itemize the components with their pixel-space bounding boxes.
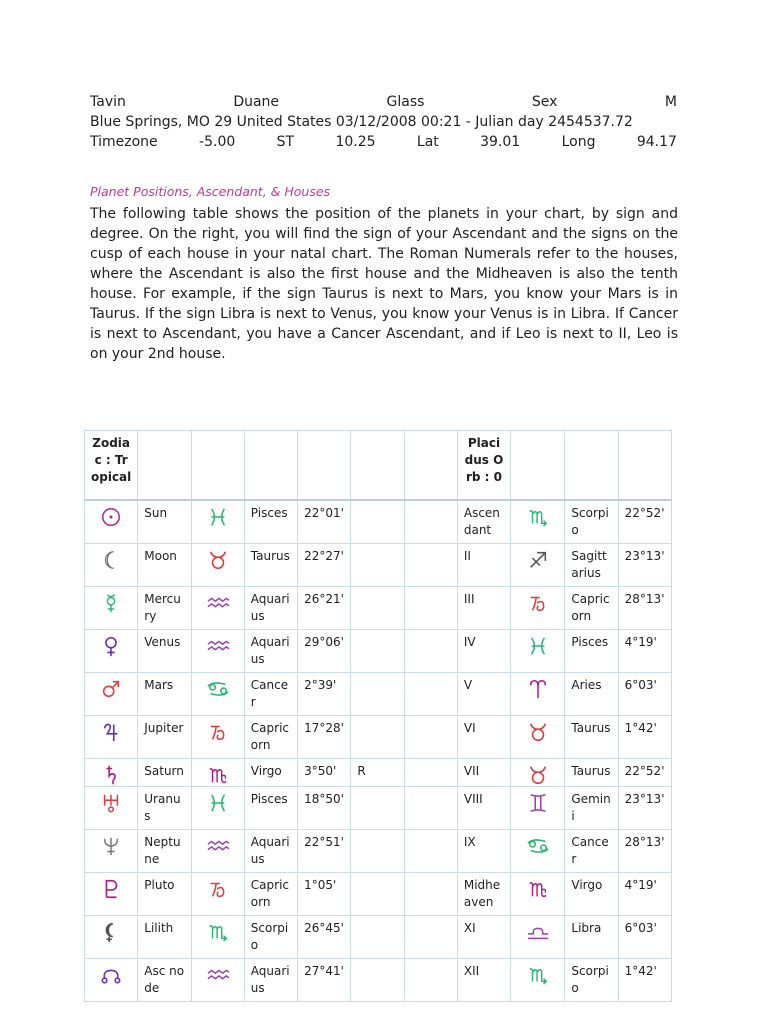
intro-paragraph: The following table shows the position of the planets in your chart, by sign and degree. On the right, you will find the sign of your Ascendant and the signs on the cusp of each house in your natal chart. The Roman Numerals refer to the houses, where the Ascendant is also the first house and the Midheaven is also the tenth house. For example, if the sign Taurus is next to Mars, you know your Mars is in Taurus. If the sign Libra is next to Venus, you know your Venus is in Libra. If Cancer is next to Ascendant, you have a Cancer Ascendant, and if Leo is next to II, Leo is on your 2nd house. bbox=[90, 206, 678, 362]
first-name: Tavin bbox=[90, 94, 126, 110]
house-name: Ascendant bbox=[457, 500, 510, 544]
table-row bbox=[85, 787, 672, 830]
planet-sign: Taurus bbox=[244, 544, 297, 587]
house-sign: Gemini bbox=[565, 787, 618, 830]
house-sign: Libra bbox=[565, 916, 618, 959]
cancer-icon bbox=[191, 673, 244, 716]
sex-label: Sex bbox=[531, 94, 558, 110]
birth-details: Blue Springs, MO 29 United States 03/12/2008 00:21 - Julian day 2454537.72 bbox=[90, 114, 633, 130]
planet-name: Jupiter bbox=[138, 716, 191, 759]
virgo-icon bbox=[511, 873, 565, 916]
planet-positions-table bbox=[84, 430, 672, 1002]
st-label: ST bbox=[276, 134, 295, 150]
retrograde-flag bbox=[351, 959, 404, 1002]
header-line-1 bbox=[90, 92, 677, 112]
planet-degree: 3°50' bbox=[298, 759, 351, 787]
planet-name: Asc node bbox=[138, 959, 191, 1002]
house-name: II bbox=[457, 544, 510, 587]
sun-icon bbox=[85, 500, 138, 544]
planet-sign: Cancer bbox=[244, 673, 297, 716]
empty-cell bbox=[404, 673, 457, 716]
aquarius-icon bbox=[191, 830, 244, 873]
sex-value: M bbox=[664, 94, 677, 110]
house-sign: Taurus bbox=[565, 759, 618, 787]
empty-cell bbox=[404, 500, 457, 544]
planet-sign: Aquarius bbox=[244, 959, 297, 1002]
empty-cell bbox=[404, 873, 457, 916]
table-row bbox=[85, 544, 672, 587]
house-name: IV bbox=[457, 630, 510, 673]
retrograde-flag bbox=[351, 716, 404, 759]
placidus-header: Placidus Orb : 0 bbox=[457, 431, 510, 501]
house-sign: Taurus bbox=[565, 716, 618, 759]
zodiac-header: Zodiac : Tropical bbox=[85, 431, 138, 501]
moon-icon bbox=[85, 544, 138, 587]
table-row bbox=[85, 830, 672, 873]
planet-sign: Pisces bbox=[244, 787, 297, 830]
libra-icon bbox=[511, 916, 565, 959]
planet-sign: Aquarius bbox=[244, 830, 297, 873]
planet-degree: 1°05' bbox=[298, 873, 351, 916]
timezone-value: -5.00 bbox=[199, 134, 236, 150]
aquarius-icon bbox=[191, 630, 244, 673]
house-degree: 22°52' bbox=[618, 759, 671, 787]
saturn-icon bbox=[85, 759, 138, 787]
house-sign: Cancer bbox=[565, 830, 618, 873]
planet-degree: 26°21' bbox=[298, 587, 351, 630]
planet-sign: Pisces bbox=[244, 500, 297, 544]
house-name: VIII bbox=[457, 787, 510, 830]
planet-sign: Capricorn bbox=[244, 716, 297, 759]
house-degree: 23°13' bbox=[618, 544, 671, 587]
gemini-icon bbox=[511, 787, 565, 830]
house-degree: 4°19' bbox=[618, 630, 671, 673]
pisces-icon bbox=[191, 500, 244, 544]
retrograde-flag bbox=[351, 673, 404, 716]
planet-name: Mercury bbox=[138, 587, 191, 630]
house-name: Midheaven bbox=[457, 873, 510, 916]
house-sign: Scorpio bbox=[565, 500, 618, 544]
planet-degree: 29°06' bbox=[298, 630, 351, 673]
house-degree: 28°13' bbox=[618, 830, 671, 873]
timezone-label: Timezone bbox=[90, 134, 158, 150]
aries-icon bbox=[511, 673, 565, 716]
table-row bbox=[85, 716, 672, 759]
planet-name: Uranus bbox=[138, 787, 191, 830]
planet-degree: 22°51' bbox=[298, 830, 351, 873]
house-name: V bbox=[457, 673, 510, 716]
table-row bbox=[85, 673, 672, 716]
venus-icon bbox=[85, 630, 138, 673]
retrograde-flag bbox=[351, 587, 404, 630]
retrograde-flag bbox=[351, 916, 404, 959]
house-degree: 23°13' bbox=[618, 787, 671, 830]
house-degree: 1°42' bbox=[618, 959, 671, 1002]
table-row bbox=[85, 916, 672, 959]
planet-degree: 17°28' bbox=[298, 716, 351, 759]
cancer-icon bbox=[511, 830, 565, 873]
neptune-icon bbox=[85, 830, 138, 873]
aquarius-icon bbox=[191, 587, 244, 630]
jupiter-icon bbox=[85, 716, 138, 759]
house-sign: Aries bbox=[565, 673, 618, 716]
planet-degree: 27°41' bbox=[298, 959, 351, 1002]
house-degree: 4°19' bbox=[618, 873, 671, 916]
house-name: III bbox=[457, 587, 510, 630]
empty-cell bbox=[404, 630, 457, 673]
mars-icon bbox=[85, 673, 138, 716]
planet-sign: Scorpio bbox=[244, 916, 297, 959]
table-row bbox=[85, 873, 672, 916]
planet-sign: Virgo bbox=[244, 759, 297, 787]
planet-name: Pluto bbox=[138, 873, 191, 916]
capricorn-icon bbox=[511, 587, 565, 630]
lat-label: Lat bbox=[416, 134, 439, 150]
section-title: Planet Positions, Ascendant, & Houses bbox=[90, 184, 331, 199]
taurus-icon bbox=[511, 759, 565, 787]
house-sign: Capricorn bbox=[565, 587, 618, 630]
empty-cell bbox=[404, 959, 457, 1002]
house-sign: Virgo bbox=[565, 873, 618, 916]
retrograde-flag bbox=[351, 873, 404, 916]
planet-degree: 26°45' bbox=[298, 916, 351, 959]
empty-cell bbox=[404, 544, 457, 587]
capricorn-icon bbox=[191, 873, 244, 916]
long-label: Long bbox=[561, 134, 596, 150]
planet-name: Moon bbox=[138, 544, 191, 587]
empty-cell bbox=[404, 587, 457, 630]
planet-name: Sun bbox=[138, 500, 191, 544]
st-value: 10.25 bbox=[335, 134, 376, 150]
mercury-icon bbox=[85, 587, 138, 630]
planet-name: Neptune bbox=[138, 830, 191, 873]
taurus-icon bbox=[511, 716, 565, 759]
house-sign: Pisces bbox=[565, 630, 618, 673]
planet-degree: 2°39' bbox=[298, 673, 351, 716]
retrograde-flag bbox=[351, 787, 404, 830]
header-line-3 bbox=[90, 132, 677, 152]
retrograde-flag bbox=[351, 630, 404, 673]
uranus-icon bbox=[85, 787, 138, 830]
house-sign: Scorpio bbox=[565, 959, 618, 1002]
planet-name: Venus bbox=[138, 630, 191, 673]
empty-cell bbox=[404, 916, 457, 959]
planet-degree: 22°27' bbox=[298, 544, 351, 587]
retrograde-flag: R bbox=[351, 759, 404, 787]
aquarius-icon bbox=[191, 959, 244, 1002]
empty-cell bbox=[404, 716, 457, 759]
planet-name: Lilith bbox=[138, 916, 191, 959]
empty-cell bbox=[404, 759, 457, 787]
capricorn-icon bbox=[191, 716, 244, 759]
retrograde-flag bbox=[351, 500, 404, 544]
house-name: VI bbox=[457, 716, 510, 759]
table-row bbox=[85, 630, 672, 673]
virgo-icon bbox=[191, 759, 244, 787]
pisces-icon bbox=[511, 630, 565, 673]
table-row bbox=[85, 759, 672, 787]
lilith-icon bbox=[85, 916, 138, 959]
table-row bbox=[85, 587, 672, 630]
house-degree: 1°42' bbox=[618, 716, 671, 759]
planet-degree: 18°50' bbox=[298, 787, 351, 830]
planet-degree: 22°01' bbox=[298, 500, 351, 544]
scorpio-icon bbox=[191, 916, 244, 959]
house-name: XI bbox=[457, 916, 510, 959]
house-name: XII bbox=[457, 959, 510, 1002]
house-name: VII bbox=[457, 759, 510, 787]
empty-cell bbox=[404, 830, 457, 873]
table-header-row bbox=[85, 431, 672, 501]
table-row bbox=[85, 959, 672, 1002]
planet-sign: Aquarius bbox=[244, 587, 297, 630]
planet-sign: Capricorn bbox=[244, 873, 297, 916]
house-name: IX bbox=[457, 830, 510, 873]
lat-value: 39.01 bbox=[480, 134, 521, 150]
planet-name: Mars bbox=[138, 673, 191, 716]
scorpio-icon bbox=[511, 500, 565, 544]
house-degree: 6°03' bbox=[618, 916, 671, 959]
sagittarius-icon bbox=[511, 544, 565, 587]
retrograde-flag bbox=[351, 544, 404, 587]
pisces-icon bbox=[191, 787, 244, 830]
table-row bbox=[85, 500, 672, 544]
house-degree: 6°03' bbox=[618, 673, 671, 716]
planet-sign: Aquarius bbox=[244, 630, 297, 673]
house-degree: 28°13' bbox=[618, 587, 671, 630]
scorpio-icon bbox=[511, 959, 565, 1002]
planet-name: Saturn bbox=[138, 759, 191, 787]
node-icon bbox=[85, 959, 138, 1002]
empty-cell bbox=[404, 787, 457, 830]
long-value: 94.17 bbox=[636, 134, 677, 150]
house-degree: 22°52' bbox=[618, 500, 671, 544]
taurus-icon bbox=[191, 544, 244, 587]
middle-name: Duane bbox=[233, 94, 280, 110]
house-sign: Sagittarius bbox=[565, 544, 618, 587]
pluto-icon bbox=[85, 873, 138, 916]
retrograde-flag bbox=[351, 830, 404, 873]
last-name: Glass bbox=[386, 94, 425, 110]
